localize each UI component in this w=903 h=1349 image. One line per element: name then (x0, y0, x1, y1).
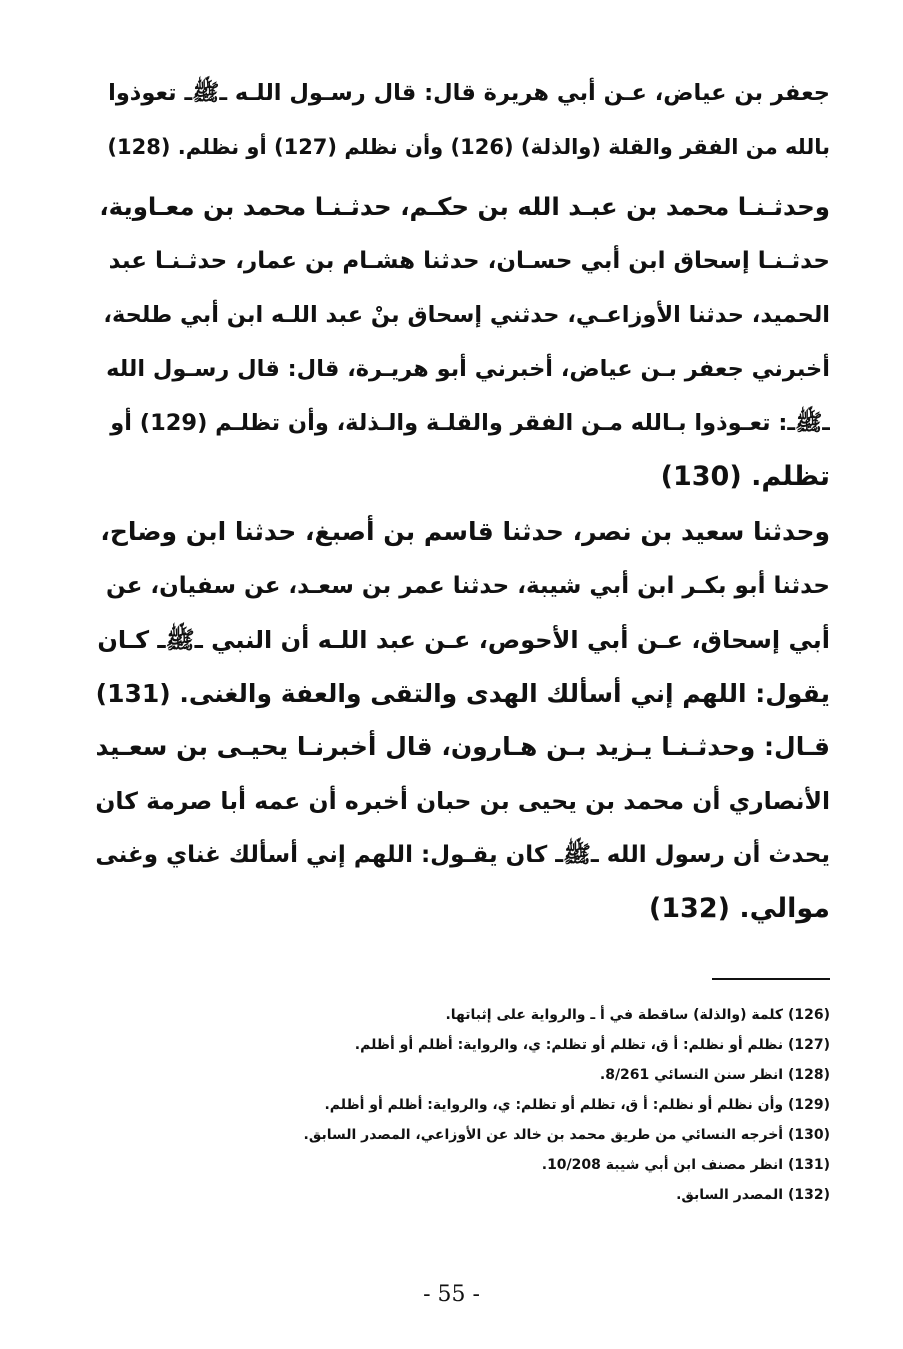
page-number: - 55 - (423, 1282, 480, 1307)
paragraph-1 (95, 66, 830, 174)
footnote: (128) انظر سنن النسائي 8/261. (599, 1067, 830, 1083)
footnote: (129) وأن نظلم أو نظلم: أ ق، تظلم أو تظلم: ي، والرواية: أظلم أو أظلم. (324, 1097, 830, 1113)
text-line: موالي. (132) (648, 893, 830, 924)
text-line: أبي إسحاق، عـن أبي الأحوص، عـن عبد اللـه أن النبي ـﷺـ كـان (97, 626, 830, 654)
text-line: قـال: وحدثـنـا يـزيد بـن هـارون، قال أخبرنـا يحيـى بن سعـيد (95, 732, 830, 761)
footnotes (250, 1000, 830, 1210)
text-line: يحدث أن رسول الله ـﷺـ كان يقـول: اللهم إني أسألك غناي وغنى (95, 842, 830, 868)
text-line: حدثنا أبو بكـر ابن أبي شيبة، حدثنا عمر بن سعـد، عن سفيان، عن (106, 573, 830, 599)
text-line: حدثـنـا إسحاق ابن أبي حسـان، حدثنا هشـام بن عمار، حدثـنـا عبد (108, 248, 830, 274)
text-line: ـﷺـ: تعـوذوا بـالله مـن الفقر والقلـة والـذلة، وأن تظلـم (129) أو (110, 410, 830, 436)
footnote: (126) كلمة (والذلة) ساقطة في أ ـ والرواية على إثباتها. (445, 1007, 830, 1023)
footnote: (130) أخرجه النسائي من طريق محمد بن خالد عن الأوزاعي، المصدر السابق. (303, 1127, 830, 1143)
paragraph-4 (95, 720, 830, 936)
footnote: (132) المصدر السابق. (676, 1187, 830, 1203)
footnote: (127) نظلم أو نظلم: أ ق، تظلم أو تظلم: ي، والرواية: أظلم أو أظلم. (354, 1037, 830, 1053)
text-line: وحدثنا سعيد بن نصر، حدثنا قاسم بن أصبغ، حدثنا ابن وضاح، (100, 517, 830, 546)
text-line: الحميد، حدثنا الأوزاعـي، حدثني إسحاق بنْ عبد اللـه ابن أبي طلحة، (103, 302, 830, 328)
footnote: (131) انظر مصنف ابن أبي شيبة 10/208. (541, 1157, 830, 1173)
text-line: أخبرني جعفر بـن عياض، أخبرني أبو هريـرة، قال: قال رسـول الله (106, 356, 830, 382)
paragraph-3 (95, 505, 830, 721)
footnote-divider (712, 978, 830, 980)
text-line: جعفر بن عياض، عـن أبي هريرة قال: قال رسـول اللـه ـﷺـ تعوذوا (108, 80, 830, 106)
text-line: يقول: اللهم إني أسألك الهدى والتقى والعفة والغنى. (131) (95, 679, 830, 708)
text-line: تظلم. (130) (660, 461, 830, 492)
paragraph-2 (95, 180, 830, 504)
text-line: وحدثـنـا محمد بن عبـد الله بن حكـم، حدثـنـا محمد بن معـاوية، (99, 192, 830, 221)
text-line: الأنصاري أن محمد بن يحيى بن حبان أخبره أن عمه أبا صرمة كان (95, 787, 830, 815)
text-line: بالله من الفقر والقلة (والذلة) (126) وأن نظلم (127) أو نظلم. (128) (107, 135, 830, 159)
